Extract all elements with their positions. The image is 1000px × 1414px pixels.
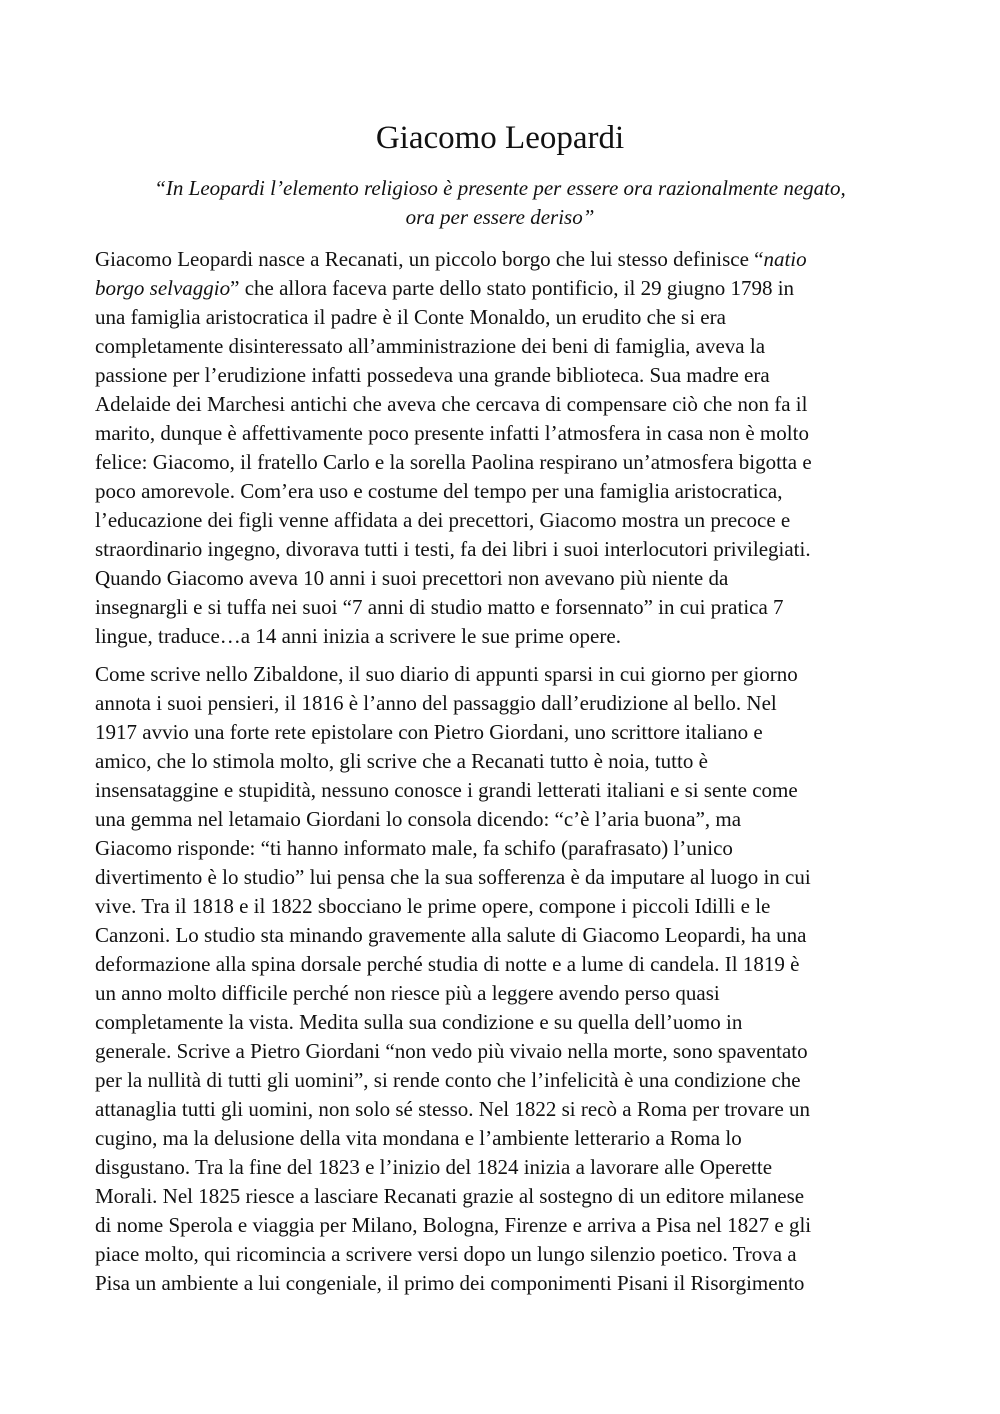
text-line: un anno molto difficile perché non riesce più a leggere avendo perso quasi xyxy=(95,981,720,1005)
text-run: ” che allora faceva parte dello stato pontificio, il 29 giugno 1798 in xyxy=(230,276,795,300)
text-line: una gemma nel letamaio Giordani lo consola dicendo: “c’è l’aria buona”, ma xyxy=(95,807,742,831)
text-line: per la nullità di tutti gli uomini”, si rende conto che l’infelicità è una condizione che xyxy=(95,1068,801,1092)
text-line xyxy=(95,274,910,303)
text-line: l’educazione dei figli venne affidata a dei precettori, Giacomo mostra un precoce e xyxy=(95,508,791,532)
epigraph-quote xyxy=(95,174,905,232)
text-line: insensataggine e stupidità, nessuno conosce i grandi letterati italiani e si sente come xyxy=(95,778,798,802)
text-line: completamente la vista. Medita sulla sua condizione e su quella dell’uomo in xyxy=(95,1010,743,1034)
text-line: Quando Giacomo aveva 10 anni i suoi precettori non avevano più niente da xyxy=(95,566,729,590)
text-line: deformazione alla spina dorsale perché studia di notte e a lume di candela. Il 1819 è xyxy=(95,952,800,976)
text-line: amico, che lo stimola molto, gli scrive che a Recanati tutto è noia, tutto è xyxy=(95,749,708,773)
text-line: generale. Scrive a Pietro Giordani “non vedo più vivaio nella morte, sono spaventato xyxy=(95,1039,808,1063)
text-line: Canzoni. Lo studio sta minando gravemente alla salute di Giacomo Leopardi, ha una xyxy=(95,923,807,947)
text-line: Pisa un ambiente a lui congeniale, il primo dei componimenti Pisani il Risorgimento xyxy=(95,1271,805,1295)
text-line: straordinario ingegno, divorava tutti i testi, fa dei libri i suoi interlocutori privilegiati. xyxy=(95,537,811,561)
text-line: Come scrive nello Zibaldone, il suo diario di appunti sparsi in cui giorno per giorno xyxy=(95,662,798,686)
text-run: Giacomo Leopardi nasce a Recanati, un piccolo borgo che lui stesso definisce “ xyxy=(95,247,764,271)
text-line: completamente disinteressato all’amministrazione dei beni di famiglia, aveva la xyxy=(95,334,766,358)
text-line: annota i suoi pensieri, il 1816 è l’anno del passaggio dall’erudizione al bello. Nel xyxy=(95,691,777,715)
epigraph-line: ora per essere deriso” xyxy=(405,205,595,229)
text-line: felice: Giacomo, il fratello Carlo e la sorella Paolina respirano un’atmosfera bigotta e xyxy=(95,450,812,474)
text-line: Morali. Nel 1825 riesce a lasciare Recanati grazie al sostegno di un editore milanese xyxy=(95,1184,805,1208)
text-line: attanaglia tutti gli uomini, non solo sé stesso. Nel 1822 si recò a Roma per trovare un xyxy=(95,1097,811,1121)
text-line: 1917 avvio una forte rete epistolare con Pietro Giordani, uno scrittore italiano e xyxy=(95,720,763,744)
text-line: lingue, traduce…a 14 anni inizia a scrivere le sue prime opere. xyxy=(95,624,621,648)
italic-run: natio xyxy=(763,247,807,271)
italic-run: borgo selvaggio xyxy=(95,276,231,300)
text-line: di nome Sperola e viaggia per Milano, Bologna, Firenze e arriva a Pisa nel 1827 e gli xyxy=(95,1213,812,1237)
paragraph-1 xyxy=(95,245,910,651)
document-body xyxy=(95,245,910,1298)
text-line: cugino, ma la delusione della vita mondana e l’ambiente letterario a Roma lo xyxy=(95,1126,742,1150)
text-line: disgustano. Tra la fine del 1823 e l’inizio del 1824 inizia a lavorare alle Operette xyxy=(95,1155,773,1179)
text-line xyxy=(95,245,910,274)
text-line: una famiglia aristocratica il padre è il Conte Monaldo, un erudito che si era xyxy=(95,305,726,329)
text-line: insegnargli e si tuffa nei suoi “7 anni di studio matto e forsennato” in cui pratica 7 xyxy=(95,595,784,619)
text-line: marito, dunque è affettivamente poco presente infatti l’atmosfera in casa non è molto xyxy=(95,421,809,445)
text-line: piace molto, qui ricomincia a scrivere versi dopo un lungo silenzio poetico. Trova a xyxy=(95,1242,797,1266)
epigraph-line: “In Leopardi l’elemento religioso è presente per essere ora razionalmente negato, xyxy=(154,176,846,200)
text-line: poco amorevole. Com’era uso e costume del tempo per una famiglia aristocratica, xyxy=(95,479,783,503)
text-line: vive. Tra il 1818 e il 1822 sbocciano le prime opere, compone i piccoli Idilli e le xyxy=(95,894,771,918)
text-line: Adelaide dei Marchesi antichi che aveva che cercava di compensare ciò che non fa il xyxy=(95,392,808,416)
document-title: Giacomo Leopardi xyxy=(375,120,625,156)
text-line: divertimento è lo studio” lui pensa che la sua sofferenza è da imputare al luogo in cui xyxy=(95,865,811,889)
text-line: Giacomo risponde: “ti hanno informato male, fa schifo (parafrasato) l’unico xyxy=(95,836,733,860)
text-line: passione per l’erudizione infatti possedeva una grande biblioteca. Sua madre era xyxy=(95,363,770,387)
paragraph-2 xyxy=(95,660,910,1298)
